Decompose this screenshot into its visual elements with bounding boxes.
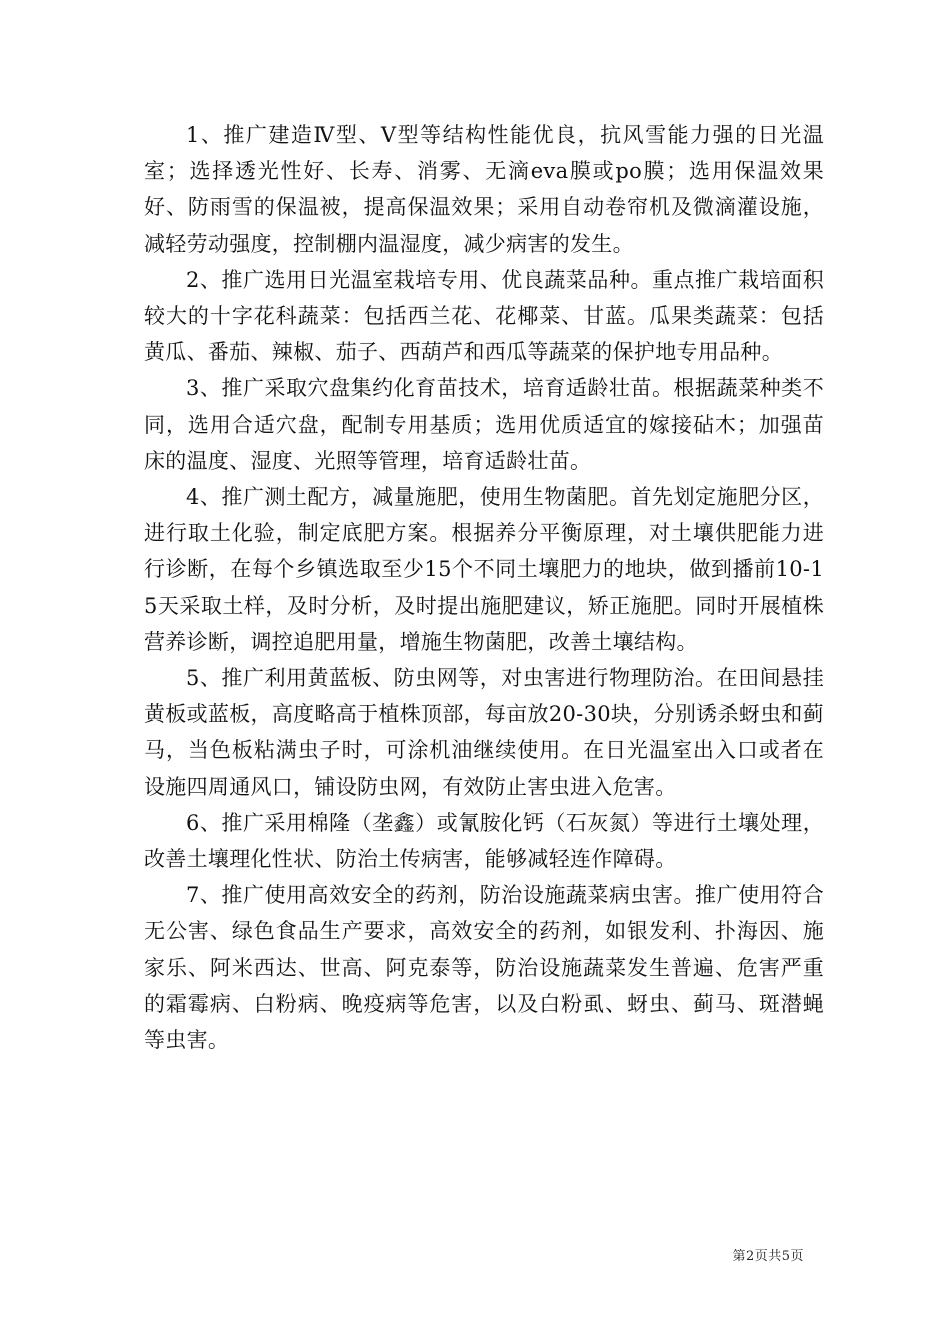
paragraph-6: 6、推广采用棉隆（垄鑫）或氰胺化钙（石灰氮）等进行土壤处理，改善土壤理化性状、防治土传病害，能够减轻连作障碍。 xyxy=(144,810,824,872)
paragraph-2: 2、推广选用日光温室栽培专用、优良蔬菜品种。重点推广栽培面积较大的十字花科蔬菜：包括西兰花、花椰菜、甘蓝。瓜果类蔬菜：包括黄瓜、番茄、辣椒、茄子、西葫芦和西瓜等蔬菜的保护地专用品种。 xyxy=(144,267,824,365)
paragraph-7: 7、推广使用高效安全的药剂，防治设施蔬菜病虫害。推广使用符合无公害、绿色食品生产要求，高效安全的药剂，如银发利、扑海因、施家乐、阿米西达、世高、阿克泰等，防治设施蔬菜发生普遍、危害严重的霜霉病、白粉病、晚疫病等危害，以及白粉虱、蚜虫、蓟马、斑潜蝇等虫害。 xyxy=(144,883,824,1053)
document-body xyxy=(144,117,824,1058)
page-number-footer: 第2页共5页 xyxy=(732,1249,804,1264)
paragraph-1: 1、推广建造Ⅳ型、Ⅴ型等结构性能优良，抗风雪能力强的日光温室；选择透光性好、长寿、消雾、无滴eva膜或po膜；选用保温效果好、防雨雪的保温被，提高保温效果；采用自动卷帘机及微滴灌设施，减轻劳动强度，控制棚内温湿度，减少病害的发生。 xyxy=(144,123,824,256)
paragraph-4: 4、推广测土配方，减量施肥，使用生物菌肥。首先划定施肥分区，进行取土化验，制定底肥方案。根据养分平衡原理，对土壤供肥能力进行诊断，在每个乡镇选取至少15个不同土壤肥力的地块，做到播前10-15天采取土样，及时分析，及时提出施肥建议，矫正施肥。同时开展植株营养诊断，调控追肥用量，增施生物菌肥，改善土壤结构。 xyxy=(144,485,824,654)
paragraph-5: 5、推广利用黄蓝板、防虫网等，对虫害进行物理防治。在田间悬挂黄板或蓝板，高度略高于植株顶部，每亩放20-30块，分别诱杀蚜虫和蓟马，当色板粘满虫子时，可涂机油继续使用。在日光温室出入口或者在设施四周通风口，铺设防虫网，有效防止害虫进入危害。 xyxy=(144,666,824,799)
paragraph-3: 3、推广采取穴盘集约化育苗技术，培育适龄壮苗。根据蔬菜种类不同，选用合适穴盘，配制专用基质；选用优质适宜的嫁接砧木；加强苗床的温度、湿度、光照等管理，培育适龄壮苗。 xyxy=(144,376,824,473)
